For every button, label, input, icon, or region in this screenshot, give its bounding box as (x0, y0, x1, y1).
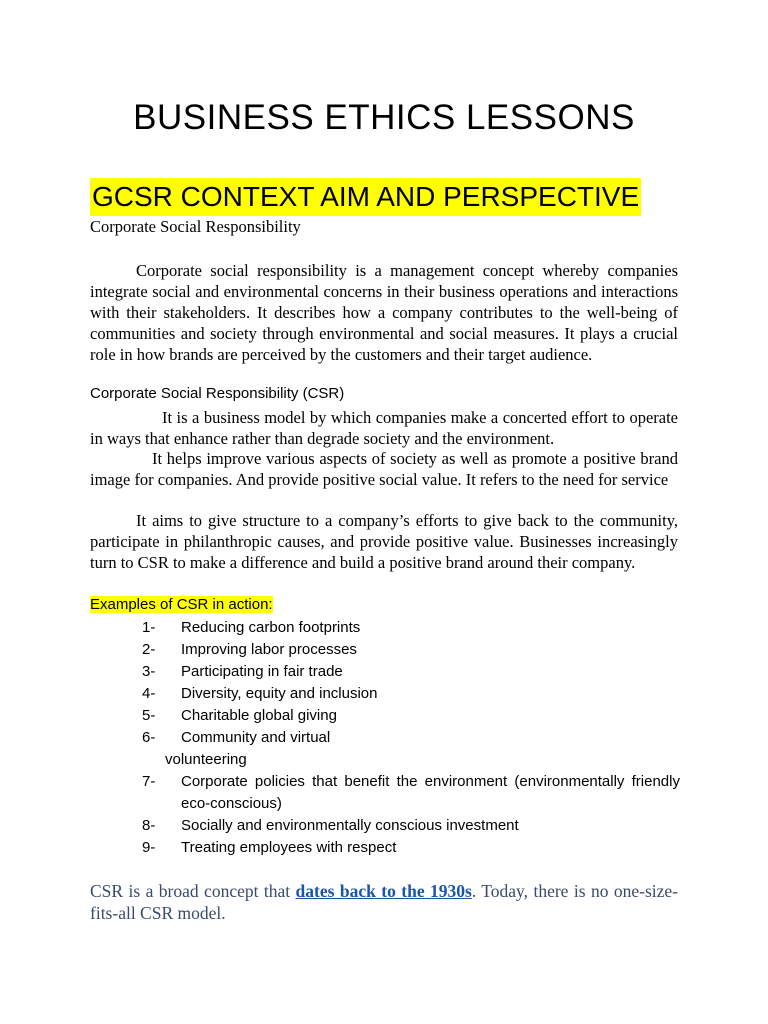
list-item (90, 617, 680, 639)
list-item-text: Improving labor processes (181, 641, 357, 658)
paragraph-csr-definition: Corporate social responsibility is a management concept whereby companies integrate social and environmental concerns in their business operations and interactions with their stakeholders. It describes how a company contributes to the well-being of communities and society through environmental and social measures. It plays a crucial role in how brands are perceived by the customers and their target audience. (90, 261, 678, 364)
list-item-text: Participating in fair trade (181, 663, 343, 680)
paragraph-business-model: It is a business model by which companies make a concerted effort to operate in ways that enhance rather than degrade society and the environment. (90, 408, 678, 448)
paragraph-social-value: It helps improve various aspects of society as well as promote a positive brand image for companies. And provide positive social value. It refers to the need for service (90, 449, 678, 489)
list-item (90, 727, 680, 771)
list-item-number: 1- (142, 619, 156, 636)
footer-text-after: . Today, there is no one-size-fits-all CSR model. (90, 881, 678, 923)
list-item-text: Reducing carbon footprints (181, 619, 361, 636)
list-item (90, 837, 680, 859)
list-item-continuation: volunteering (165, 751, 247, 768)
list-item-number: 3- (142, 663, 156, 680)
list-item-number: 7- (142, 773, 156, 790)
subtitle-container (90, 178, 641, 216)
section-heading-highlighted: GCSR CONTEXT AIM AND PERSPECTIVE (90, 178, 641, 216)
list-item-number: 5- (142, 707, 156, 724)
list-item-number: 8- (142, 817, 156, 834)
list-item-text: Socially and environmentally conscious investment (181, 817, 519, 834)
list-item-number: 2- (142, 641, 156, 658)
csr-label-abbrev: Corporate Social Responsibility (CSR) (90, 385, 345, 402)
list-item (90, 771, 680, 815)
list-item (90, 683, 680, 705)
list-item (90, 705, 680, 727)
csr-label: Corporate Social Responsibility (90, 217, 301, 236)
list-item-number: 6- (142, 729, 156, 746)
list-item-text: Charitable global giving (181, 707, 337, 724)
footer-text-before: CSR is a broad concept that (90, 881, 296, 901)
list-item-text: Community and virtual (181, 729, 331, 746)
list-item (90, 815, 680, 837)
document-title: BUSINESS ETHICS LESSONS (133, 98, 635, 137)
list-item-number: 9- (142, 839, 156, 856)
examples-heading-highlight: Examples of CSR in action: (90, 596, 273, 613)
examples-list (90, 617, 680, 859)
examples-heading (90, 596, 678, 613)
list-item (90, 661, 680, 683)
list-item-text: Diversity, equity and inclusion (181, 685, 378, 702)
list-item (90, 639, 680, 661)
footer-link[interactable]: dates back to the 1930s (295, 881, 472, 901)
paragraph-structure: It aims to give structure to a company’s efforts to give back to the community, participate in philanthropic causes, and provide positive value. Businesses increasingly turn to CSR to make a difference and build a positive brand around their company. (90, 511, 678, 572)
list-item-text: Treating employees with respect (181, 839, 397, 856)
list-item-text: Corporate policies that benefit the environment (environmentally friendly eco-conscious) (181, 773, 680, 812)
list-item-number: 4- (142, 685, 156, 702)
footer-paragraph (90, 880, 678, 924)
